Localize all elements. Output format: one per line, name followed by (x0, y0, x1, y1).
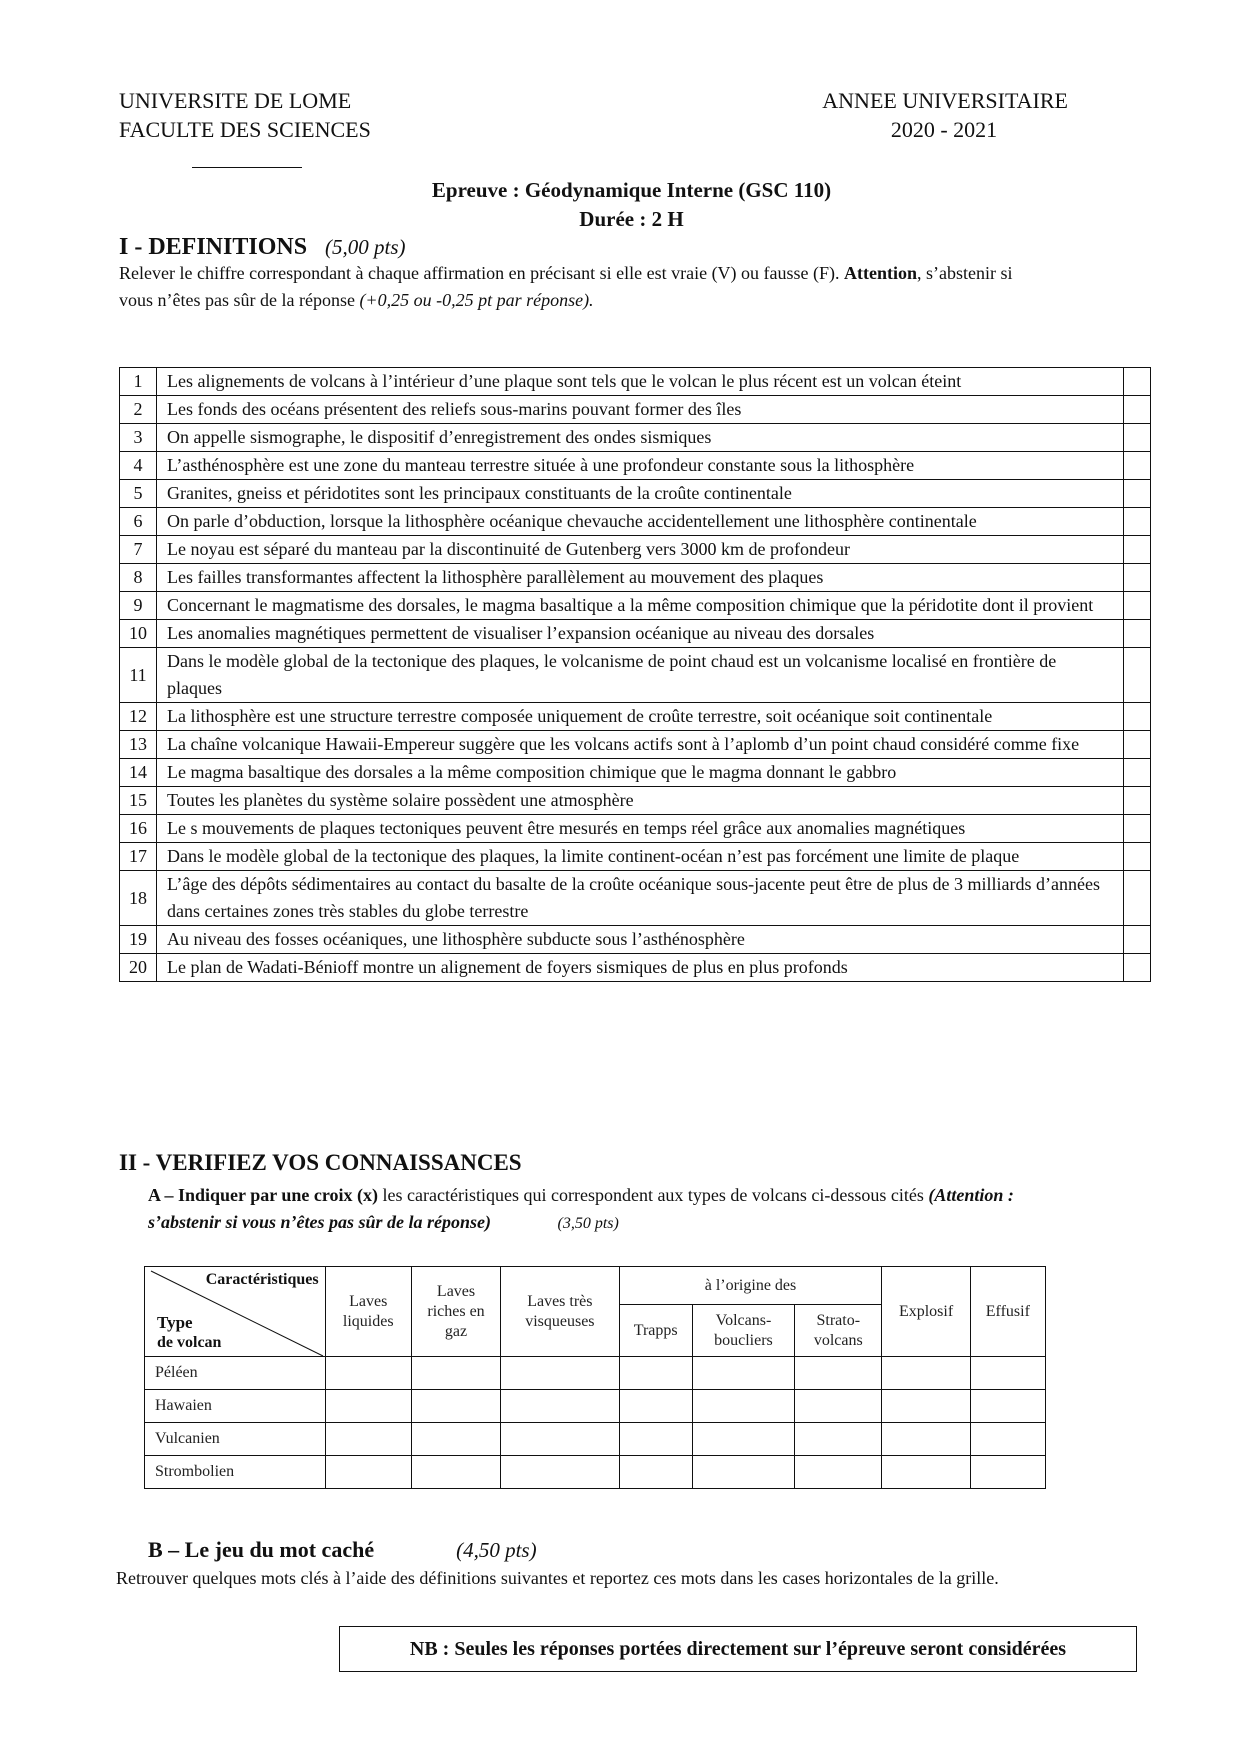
definition-text: Les failles transformantes affectent la lithosphère parallèlement au mouvement des plaques (157, 564, 1124, 592)
instruction-text-2: , s’abstenir si (917, 263, 1013, 283)
definition-number: 17 (120, 843, 157, 871)
definition-text: Granites, gneiss et péridotites sont les principaux constituants de la croûte continentale (157, 480, 1124, 508)
exam-title: Epreuve : Géodynamique Interne (GSC 110) (431, 178, 832, 202)
check-cell[interactable] (795, 1357, 882, 1390)
volcano-row (145, 1357, 1046, 1390)
col-effusif: Effusif (970, 1267, 1045, 1357)
section2b-instruction: Retrouver quelques mots clés à l’aide des définitions suivantes et reportez ces mots dans les cases horizontales de la grille. (116, 1568, 999, 1588)
answer-cell[interactable] (1124, 871, 1151, 926)
definition-text: Le magma basaltique des dorsales a la même composition chimique que le magma donnant le gabbro (157, 759, 1124, 787)
definition-number: 5 (120, 480, 157, 508)
col-laves-visqueuses (501, 1267, 619, 1357)
definition-number: 6 (120, 508, 157, 536)
instruction-text-3: vous n’êtes pas sûr de la réponse (119, 290, 360, 310)
col-laves-gaz-label: Laves riches en gaz (427, 1282, 485, 1340)
answer-cell[interactable] (1124, 592, 1151, 620)
definition-number: 7 (120, 536, 157, 564)
definition-row (120, 787, 1151, 815)
answer-cell[interactable] (1124, 759, 1151, 787)
volcano-type: Vulcanien (145, 1423, 326, 1456)
col-trapps: Trapps (619, 1305, 692, 1357)
col-volcans-boucliers (692, 1305, 794, 1357)
definition-row (120, 926, 1151, 954)
answer-cell[interactable] (1124, 480, 1151, 508)
header-divider (192, 167, 302, 168)
definition-text: La lithosphère est une structure terrestre composée uniquement de croûte terrestre, soit océanique soit continentale (157, 703, 1124, 731)
volcano-row (145, 1456, 1046, 1489)
definition-number: 11 (120, 648, 157, 703)
definition-row (120, 871, 1151, 926)
check-cell[interactable] (795, 1456, 882, 1489)
section2a-attention-2: s’abstenir si vous n’êtes pas sûr de la réponse) (148, 1212, 492, 1232)
definition-text: Dans le modèle global de la tectonique des plaques, le volcanisme de point chaud est un volcanisme localisé en frontière de plaques (157, 648, 1124, 703)
instruction-attention: Attention (844, 263, 918, 283)
definitions-table (119, 367, 1151, 982)
section2-title: II - VERIFIEZ VOS CONNAISSANCES (119, 1150, 522, 1175)
section1-points: (5,00 pts) (325, 235, 406, 259)
volcano-type: Strombolien (145, 1456, 326, 1489)
definition-text: Concernant le magmatisme des dorsales, le magma basaltique a la même composition chimique que la péridotite dont il provient (157, 592, 1124, 620)
col-laves-visqueuses-label: Laves très visqueuses (525, 1292, 595, 1330)
answer-cell[interactable] (1124, 731, 1151, 759)
answer-cell[interactable] (1124, 396, 1151, 424)
answer-cell[interactable] (1124, 368, 1151, 396)
volcano-type: Péléen (145, 1357, 326, 1390)
check-cell[interactable] (970, 1390, 1045, 1423)
definition-number: 19 (120, 926, 157, 954)
definition-row (120, 843, 1151, 871)
definition-text: Les anomalies magnétiques permettent de visualiser l’expansion océanique au niveau des dorsales (157, 620, 1124, 648)
col-strato-volcans-label: Strato-volcans (813, 1311, 863, 1349)
answer-cell[interactable] (1124, 703, 1151, 731)
academic-year-label: ANNEE UNIVERSITAIRE (822, 88, 1068, 113)
check-cell[interactable] (619, 1357, 692, 1390)
col-strato-volcans (795, 1305, 882, 1357)
definition-number: 1 (120, 368, 157, 396)
definition-row (120, 536, 1151, 564)
check-cell[interactable] (692, 1423, 794, 1456)
section2a-points: (3,50 pts) (557, 1215, 619, 1232)
check-cell[interactable] (501, 1357, 619, 1390)
definition-number: 20 (120, 954, 157, 982)
definition-text: Les alignements de volcans à l’intérieur d’une plaque sont tels que le volcan le plus récent est un volcan éteint (157, 368, 1124, 396)
university-name: UNIVERSITE DE LOME (119, 88, 352, 113)
definition-number: 16 (120, 815, 157, 843)
section2b-points: (4,50 pts) (456, 1538, 537, 1562)
definition-text: On appelle sismographe, le dispositif d’enregistrement des ondes sismiques (157, 424, 1124, 452)
definition-number: 4 (120, 452, 157, 480)
definition-row (120, 954, 1151, 982)
answer-cell[interactable] (1124, 815, 1151, 843)
answer-cell[interactable] (1124, 424, 1151, 452)
section2a-text: les caractéristiques qui correspondent aux types de volcans ci-dessous cités (378, 1185, 929, 1205)
check-cell[interactable] (619, 1456, 692, 1489)
definition-number: 9 (120, 592, 157, 620)
check-cell[interactable] (411, 1390, 500, 1423)
definition-number: 14 (120, 759, 157, 787)
check-cell[interactable] (692, 1456, 794, 1489)
check-cell[interactable] (619, 1390, 692, 1423)
corner-header-cell (145, 1267, 326, 1357)
definition-text: Au niveau des fosses océaniques, une lithosphère subducte sous l’asthénosphère (157, 926, 1124, 954)
section2a-attention: (Attention : (928, 1185, 1014, 1205)
section2b-heading (148, 1535, 537, 1568)
check-cell[interactable] (692, 1390, 794, 1423)
col-laves-liquides (325, 1267, 411, 1357)
answer-cell[interactable] (1124, 954, 1151, 982)
definition-text: Les fonds des océans présentent des reliefs sous-marins pouvant former des îles (157, 396, 1124, 424)
check-cell[interactable] (411, 1423, 500, 1456)
check-cell[interactable] (501, 1423, 619, 1456)
definition-row (120, 368, 1151, 396)
check-cell[interactable] (795, 1423, 882, 1456)
col-origine: à l’origine des (619, 1267, 882, 1305)
definition-row (120, 815, 1151, 843)
definition-number: 15 (120, 787, 157, 815)
definition-row (120, 508, 1151, 536)
volcano-type: Hawaien (145, 1390, 326, 1423)
definition-number: 10 (120, 620, 157, 648)
definition-text: L’âge des dépôts sédimentaires au contact du basalte de la croûte océanique sous-jacente peut être de plus de 3 milliards d’années dans certaines zones très stables du globe terrestre (157, 871, 1124, 926)
corner-type-2: de volcan (157, 1334, 222, 1351)
definition-text: Toutes les planètes du système solaire possèdent une atmosphère (157, 787, 1124, 815)
definition-row (120, 620, 1151, 648)
definition-text: L’asthénosphère est une zone du manteau terrestre située à une profondeur constante sous la lithosphère (157, 452, 1124, 480)
corner-type (157, 1313, 221, 1353)
definition-number: 18 (120, 871, 157, 926)
definition-row (120, 592, 1151, 620)
definition-text: Le noyau est séparé du manteau par la discontinuité de Gutenberg vers 3000 km de profondeur (157, 536, 1124, 564)
answer-cell[interactable] (1124, 620, 1151, 648)
answer-cell[interactable] (1124, 787, 1151, 815)
check-cell[interactable] (882, 1357, 970, 1390)
check-cell[interactable] (325, 1423, 411, 1456)
check-cell[interactable] (619, 1423, 692, 1456)
corner-characteristics: Caractéristiques (205, 1271, 319, 1288)
definition-text: Dans le modèle global de la tectonique des plaques, la limite continent-océan n’est pas forcément une limite de plaque (157, 843, 1124, 871)
answer-cell[interactable] (1124, 452, 1151, 480)
check-cell[interactable] (692, 1357, 794, 1390)
answer-cell[interactable] (1124, 648, 1151, 703)
section1-title: I - DEFINITIONS (119, 234, 308, 260)
definition-row (120, 564, 1151, 592)
nb-notice: NB : Seules les réponses portées directement sur l’épreuve seront considérées (339, 1626, 1137, 1672)
check-cell[interactable] (411, 1456, 500, 1489)
definition-number: 13 (120, 731, 157, 759)
instruction-scoring: (+0,25 ou -0,25 pt par réponse). (359, 290, 594, 310)
answer-cell[interactable] (1124, 564, 1151, 592)
check-cell[interactable] (325, 1357, 411, 1390)
definition-row (120, 648, 1151, 703)
section2b-title: B – Le jeu du mot caché (148, 1537, 375, 1562)
check-cell[interactable] (325, 1456, 411, 1489)
section2a-label: A – Indiquer par une croix (x) (148, 1185, 379, 1205)
volcano-row (145, 1390, 1046, 1423)
check-cell[interactable] (882, 1423, 970, 1456)
definition-number: 2 (120, 396, 157, 424)
answer-cell[interactable] (1124, 843, 1151, 871)
definition-text: Le plan de Wadati-Bénioff montre un alignement de foyers sismiques de plus en plus profonds (157, 954, 1124, 982)
col-explosif: Explosif (882, 1267, 970, 1357)
definition-row (120, 452, 1151, 480)
answer-cell[interactable] (1124, 536, 1151, 564)
instruction-text: Relever le chiffre correspondant à chaque affirmation en précisant si elle est vraie (V) ou fausse (F). (119, 263, 845, 283)
faculty-name: FACULTE DES SCIENCES (119, 117, 371, 142)
answer-cell[interactable] (1124, 508, 1151, 536)
col-volcans-boucliers-label: Volcans-boucliers (714, 1311, 773, 1349)
check-cell[interactable] (970, 1357, 1045, 1390)
col-laves-liquides-label: Laves liquides (342, 1292, 394, 1330)
volcano-table (144, 1266, 1046, 1489)
check-cell[interactable] (411, 1357, 500, 1390)
section1-instructions (119, 260, 1159, 314)
check-cell[interactable] (970, 1456, 1045, 1489)
check-cell[interactable] (795, 1390, 882, 1423)
check-cell[interactable] (882, 1390, 970, 1423)
definition-row (120, 703, 1151, 731)
definition-row (120, 424, 1151, 452)
definition-text: La chaîne volcanique Hawaii-Empereur suggère que les volcans actifs sont à l’aplomb d’un point chaud considéré comme fixe (157, 731, 1124, 759)
definition-row (120, 731, 1151, 759)
exam-duration: Durée : 2 H (579, 207, 684, 231)
check-cell[interactable] (325, 1390, 411, 1423)
definition-row (120, 396, 1151, 424)
academic-year: 2020 - 2021 (890, 117, 998, 142)
col-laves-gaz (411, 1267, 500, 1357)
definition-text: On parle d’obduction, lorsque la lithosphère océanique chevauche accidentellement une lithosphère continentale (157, 508, 1124, 536)
check-cell[interactable] (501, 1456, 619, 1489)
definition-number: 12 (120, 703, 157, 731)
corner-type-1: Type (157, 1313, 193, 1332)
check-cell[interactable] (882, 1456, 970, 1489)
definition-row (120, 759, 1151, 787)
definition-number: 3 (120, 424, 157, 452)
definition-row (120, 480, 1151, 508)
check-cell[interactable] (501, 1390, 619, 1423)
check-cell[interactable] (970, 1423, 1045, 1456)
answer-cell[interactable] (1124, 926, 1151, 954)
definition-number: 8 (120, 564, 157, 592)
volcano-row (145, 1423, 1046, 1456)
definition-text: Le s mouvements de plaques tectoniques peuvent être mesurés en temps réel grâce aux anomalies magnétiques (157, 815, 1124, 843)
section2a-instructions (148, 1182, 1158, 1237)
